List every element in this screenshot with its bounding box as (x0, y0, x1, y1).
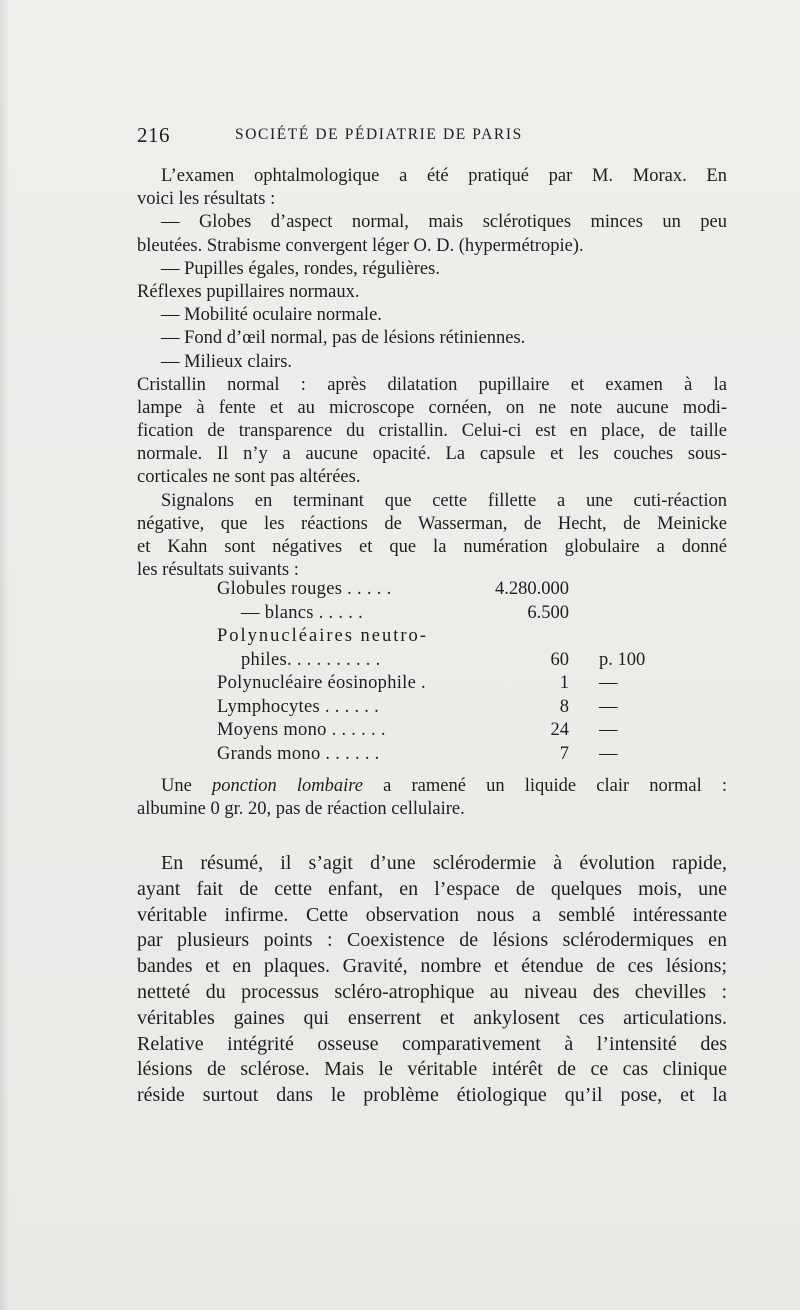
text-line: bandes et en plaques. Gravité, nombre et étendue de ces lésions; (137, 955, 727, 978)
row-label: — blancs . . . . . (241, 602, 364, 623)
row-label: Polynucléaire éosinophile . (217, 673, 426, 693)
text-line (137, 775, 727, 798)
row-value: 7 (559, 743, 569, 764)
table-row (217, 719, 657, 743)
row-unit: — (599, 696, 618, 717)
text-line: netteté du processus scléro-atrophique au niveau des chevilles : (137, 980, 727, 1003)
text-line: négative, que les réactions de Wasserman, de Hecht, de Meinicke (137, 513, 727, 534)
text-line: lampe à fente et au microscope cornéen, on ne note aucune modi- (137, 397, 727, 418)
row-unit: p. 100 (599, 649, 646, 670)
text-line: lésions de sclérose. Mais le véritable intérêt de ce cas clinique (137, 1058, 727, 1081)
paragraph-ophthalmology (137, 165, 727, 582)
row-label: Polynucléaires neutro- (217, 626, 428, 646)
text-line: — Mobilité oculaire normale. (161, 305, 382, 326)
text-line: normale. Il n’y a aucune opacité. La capsule et les couches sous- (137, 444, 727, 465)
paragraph-summary (137, 851, 727, 1109)
text-line: albumine 0 gr. 20, pas de réaction cellulaire. (137, 799, 465, 820)
text-line: par plusieurs points : Coexistence de lésions sclérodermiques en (137, 929, 727, 952)
text-line: — Milieux clairs. (161, 351, 293, 372)
text-line: En résumé, il s’agit d’une sclérodermie à évolution rapide, (161, 852, 727, 874)
row-label: Lymphocytes . . . . . . (217, 696, 380, 717)
row-label: Moyens mono . . . . . . (217, 720, 386, 740)
text-line: — Pupilles égales, rondes, régulières. (161, 258, 440, 279)
row-unit: — (599, 720, 618, 740)
text-span: a ramené un liquide clair normal : (363, 776, 727, 796)
row-unit: — (599, 673, 618, 693)
text-line: corticales ne sont pas altérées. (137, 467, 361, 488)
text-line: — Globes d’aspect normal, mais sclérotiques minces un peu (161, 212, 727, 233)
text-line: voici les résultats : (137, 189, 276, 210)
page-number: 216 (137, 123, 170, 147)
table-row (217, 602, 657, 626)
text-line: Relative intégrité osseuse comparativement à l’intensité des (137, 1032, 727, 1055)
blood-count-table (217, 578, 657, 766)
row-label: philes. . . . . . . . . . (241, 649, 381, 670)
page-header (137, 123, 727, 153)
running-title: SOCIÉTÉ DE PÉDIATRIE DE PARIS (235, 126, 523, 143)
text-line: véritables gaines qui enserrent et ankylosent ces articulations. (137, 1006, 727, 1029)
text-line: bleutées. Strabisme convergent léger O. D. (hypermétropie). (137, 235, 584, 256)
row-value: 1 (559, 673, 569, 693)
row-value: 24 (550, 720, 569, 740)
paragraph-lumbar-puncture (137, 775, 727, 821)
italic-term: ponction lombaire (211, 776, 363, 796)
table-row (217, 625, 657, 649)
text-line: Cristallin normal : après dilatation pupillaire et examen à la (137, 374, 727, 395)
table-row (217, 578, 657, 602)
table-row (217, 672, 657, 696)
text-line: fication de transparence du cristallin. Celui-ci est en place, de taille (137, 421, 727, 442)
row-label: Globules rouges . . . . . (217, 579, 392, 599)
page-edge-shadow (0, 0, 10, 1310)
text-line: — Fond d’œil normal, pas de lésions rétiniennes. (161, 328, 526, 349)
text-line: les résultats suivants : (137, 560, 299, 581)
text-line: et Kahn sont négatives et que la numération globulaire a donné (137, 537, 727, 557)
text-line: ayant fait de cette enfant, en l’espace de quelques mois, une (137, 877, 727, 900)
text-line: Signalons en terminant que cette fillette a une cuti-réaction (161, 490, 727, 511)
row-value: 8 (559, 696, 569, 717)
row-unit: — (599, 743, 618, 764)
row-label: Grands mono . . . . . . (217, 743, 380, 764)
text-span: Une (161, 776, 212, 796)
table-row (217, 696, 657, 720)
row-value: 60 (550, 649, 569, 670)
row-value: 4.280.000 (495, 579, 569, 599)
row-value: 6.500 (527, 602, 569, 623)
table-row (217, 743, 657, 767)
text-line: véritable infirme. Cette observation nous a semblé intéressante (137, 903, 727, 926)
text-line: Réflexes pupillaires normaux. (137, 281, 360, 302)
text-line: réside surtout dans le problème étiologique qu’il pose, et la (137, 1084, 727, 1107)
text-line: L’examen ophtalmologique a été pratiqué par M. Morax. En (161, 166, 727, 186)
table-row (217, 649, 657, 673)
